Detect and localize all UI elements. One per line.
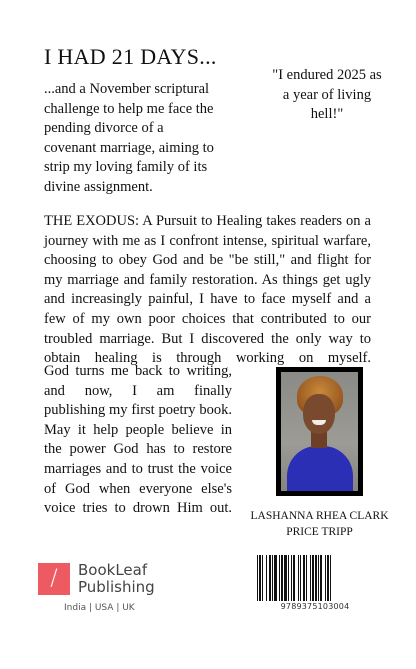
intro-text: ...and a November scriptural challenge to help me face the pending divorce of a covenant marriage, aiming to strip my loving family of its divine assignment. xyxy=(44,81,214,195)
back-cover-heading: I HAD 21 DAYS... xyxy=(44,44,217,69)
body-paragraph-1: THE EXODUS: A Pursuit to Healing takes readers on a journey with me as I confront intense, spiritual warfare, choosing to obey God and be "be still," and flight for my marriage and family restoration. As things get ugly and increasingly painful, I have to face myself and a few of my own poor choices that contributed to our troubled marriage. But I discovered the only way to obtain healing is through working on myself. xyxy=(44,213,371,367)
publisher-name: BookLeaf Publishing xyxy=(78,561,155,596)
isbn-barcode xyxy=(256,555,374,601)
logo-mark: / xyxy=(50,566,58,591)
publisher-logo-icon xyxy=(38,563,70,595)
author-name: LASHANNA RHEA CLARK PRICE TRIPP xyxy=(250,510,389,538)
pull-quote: "I endured 2025 as a year of living hell!" xyxy=(272,67,382,122)
isbn-number: 9789375103004 xyxy=(280,602,350,611)
body-paragraph-2: God turns me back to writing, and now, I am finally publishing my first poetry book. May it help people believe in the power God has to restore marriages and to trust the voice of God when everyone else's voice tries to drown Him out. xyxy=(44,363,232,517)
author-photo xyxy=(276,367,363,496)
author-portrait-image xyxy=(281,372,358,491)
publisher-regions: India | USA | UK xyxy=(64,603,135,613)
